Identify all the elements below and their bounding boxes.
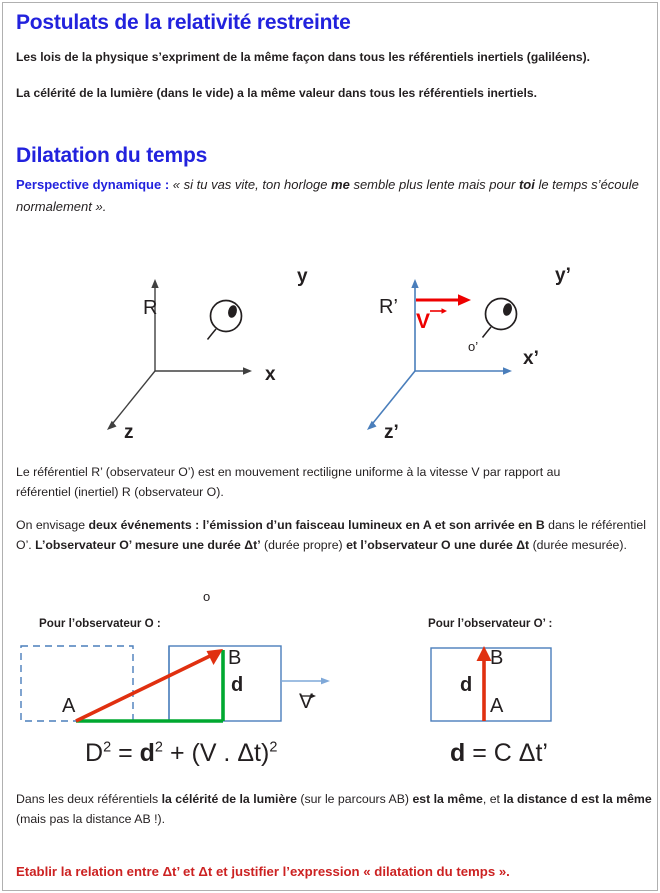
formula-left-d: d — [139, 739, 155, 767]
caption-observer-O-prime: Pour l’observateur O’ : — [428, 617, 553, 630]
diagram-observer-O — [3, 608, 343, 738]
p2-emph-2: L’observateur O’ mesure une durée Δt’ — [35, 538, 261, 552]
formula-left-D: D — [85, 739, 104, 767]
quote-emph-toi: toi — [518, 177, 535, 192]
observer-label-O-prime: o’ — [468, 339, 479, 354]
postulate-2: La célérité de la lumière (dans le vide) a la même valeur dans tous les référentiels inertiels. — [16, 86, 537, 100]
conclusion-task: Etablir la relation entre Δt’ et Δt et justifier l’expression « dilatation du temps ». — [16, 864, 510, 879]
point-label-B-right: B — [490, 647, 504, 669]
formula-left-exp-2: 2 — [154, 739, 163, 756]
p3-text-c: (sur le parcours AB) — [296, 792, 413, 806]
velocity-label-V-left: V — [299, 690, 314, 713]
p2-emph-3: et l’observateur O une durée Δt — [346, 538, 530, 552]
p3-emph-4: la même — [602, 792, 652, 806]
p2-text-a: On envisage — [16, 518, 89, 532]
quote-emph-me: me — [331, 177, 350, 192]
axis-label-z: z — [124, 422, 134, 443]
paragraph-3 — [16, 789, 656, 829]
formula-left — [85, 739, 277, 768]
paragraph-2 — [16, 515, 656, 555]
p2-text-e: (durée propre) — [260, 538, 347, 552]
p2-text-d: référentiel O’. — [16, 518, 646, 552]
velocity-label-V: V — [416, 310, 431, 333]
perspective-paragraph — [16, 174, 652, 218]
page-title: Postulats de la relativité restreinte — [16, 11, 351, 34]
formula-right-d: d — [450, 739, 466, 767]
point-label-A-left: A — [62, 695, 76, 717]
p2-emph-1: deux événements : l’émission d’un faisceau lumineux en A et son arrivée en B — [88, 518, 545, 532]
formula-left-eq: = — [111, 739, 140, 767]
point-label-A-right: A — [490, 695, 504, 717]
p3-text-a: Dans les deux référentiels — [16, 792, 162, 806]
quote-text-3: le temps s’écoule normalement ». — [16, 177, 639, 214]
frame-R-axes — [123, 261, 363, 456]
p3-emph-1: la célérité de la lumière — [161, 792, 297, 806]
section-title-dilatation: Dilatation du temps — [16, 144, 208, 167]
frame-label-R-prime: R’ — [379, 296, 398, 318]
postulate-1: Les lois de la physique s’expriment de la même façon dans tous les référentiels inertiels (galiléens). — [16, 50, 590, 64]
formula-right — [450, 739, 548, 768]
formula-left-exp-1: 2 — [103, 739, 112, 756]
figure-observers — [3, 608, 658, 738]
observer-label-O: o — [203, 589, 211, 604]
perspective-lead: Perspective dynamique : — [16, 177, 173, 192]
paragraph-1-line-1: Le référentiel R’ (observateur O’) est en mouvement rectiligne uniforme à la vitesse V par rapport au — [16, 465, 561, 479]
p2-text-f: (durée mesurée). — [532, 538, 627, 552]
distance-label-d-left: d — [231, 674, 244, 696]
axis-label-x-prime: x’ — [523, 348, 539, 369]
paragraph-1-line-2: référentiel (inertiel) R (observateur O). — [16, 485, 224, 499]
axis-label-x: x — [265, 364, 276, 385]
point-label-B-left: B — [228, 647, 242, 669]
caption-observer-O: Pour l’observateur O : — [39, 617, 161, 630]
frame-label-R: R — [143, 297, 158, 319]
axis-label-y-prime: y’ — [555, 265, 571, 286]
axis-label-z-prime: z’ — [384, 422, 399, 443]
distance-label-d-right: d — [460, 674, 473, 696]
document-page — [2, 2, 658, 891]
p3-text-e: (mais pas la distance AB !). — [16, 812, 165, 826]
frame-Rprime-axes — [383, 261, 643, 456]
formula-right-rest: = C Δt’ — [465, 739, 548, 767]
diagram-observer-O-prime — [423, 608, 623, 738]
p3-emph-2: est la même — [412, 792, 483, 806]
quote-text-1: « si tu vas vite, ton horloge — [172, 177, 332, 192]
axis-label-y: y — [297, 266, 308, 287]
formula-left-exp-3: 2 — [269, 739, 278, 756]
quote-text-2: semble plus lente mais pour — [349, 177, 519, 192]
p3-text-d: , et — [482, 792, 504, 806]
p3-emph-3: la distance d est — [503, 792, 600, 806]
p2-text-c: dans le — [544, 518, 588, 532]
formula-left-rest: + (V . Δt) — [163, 739, 270, 767]
